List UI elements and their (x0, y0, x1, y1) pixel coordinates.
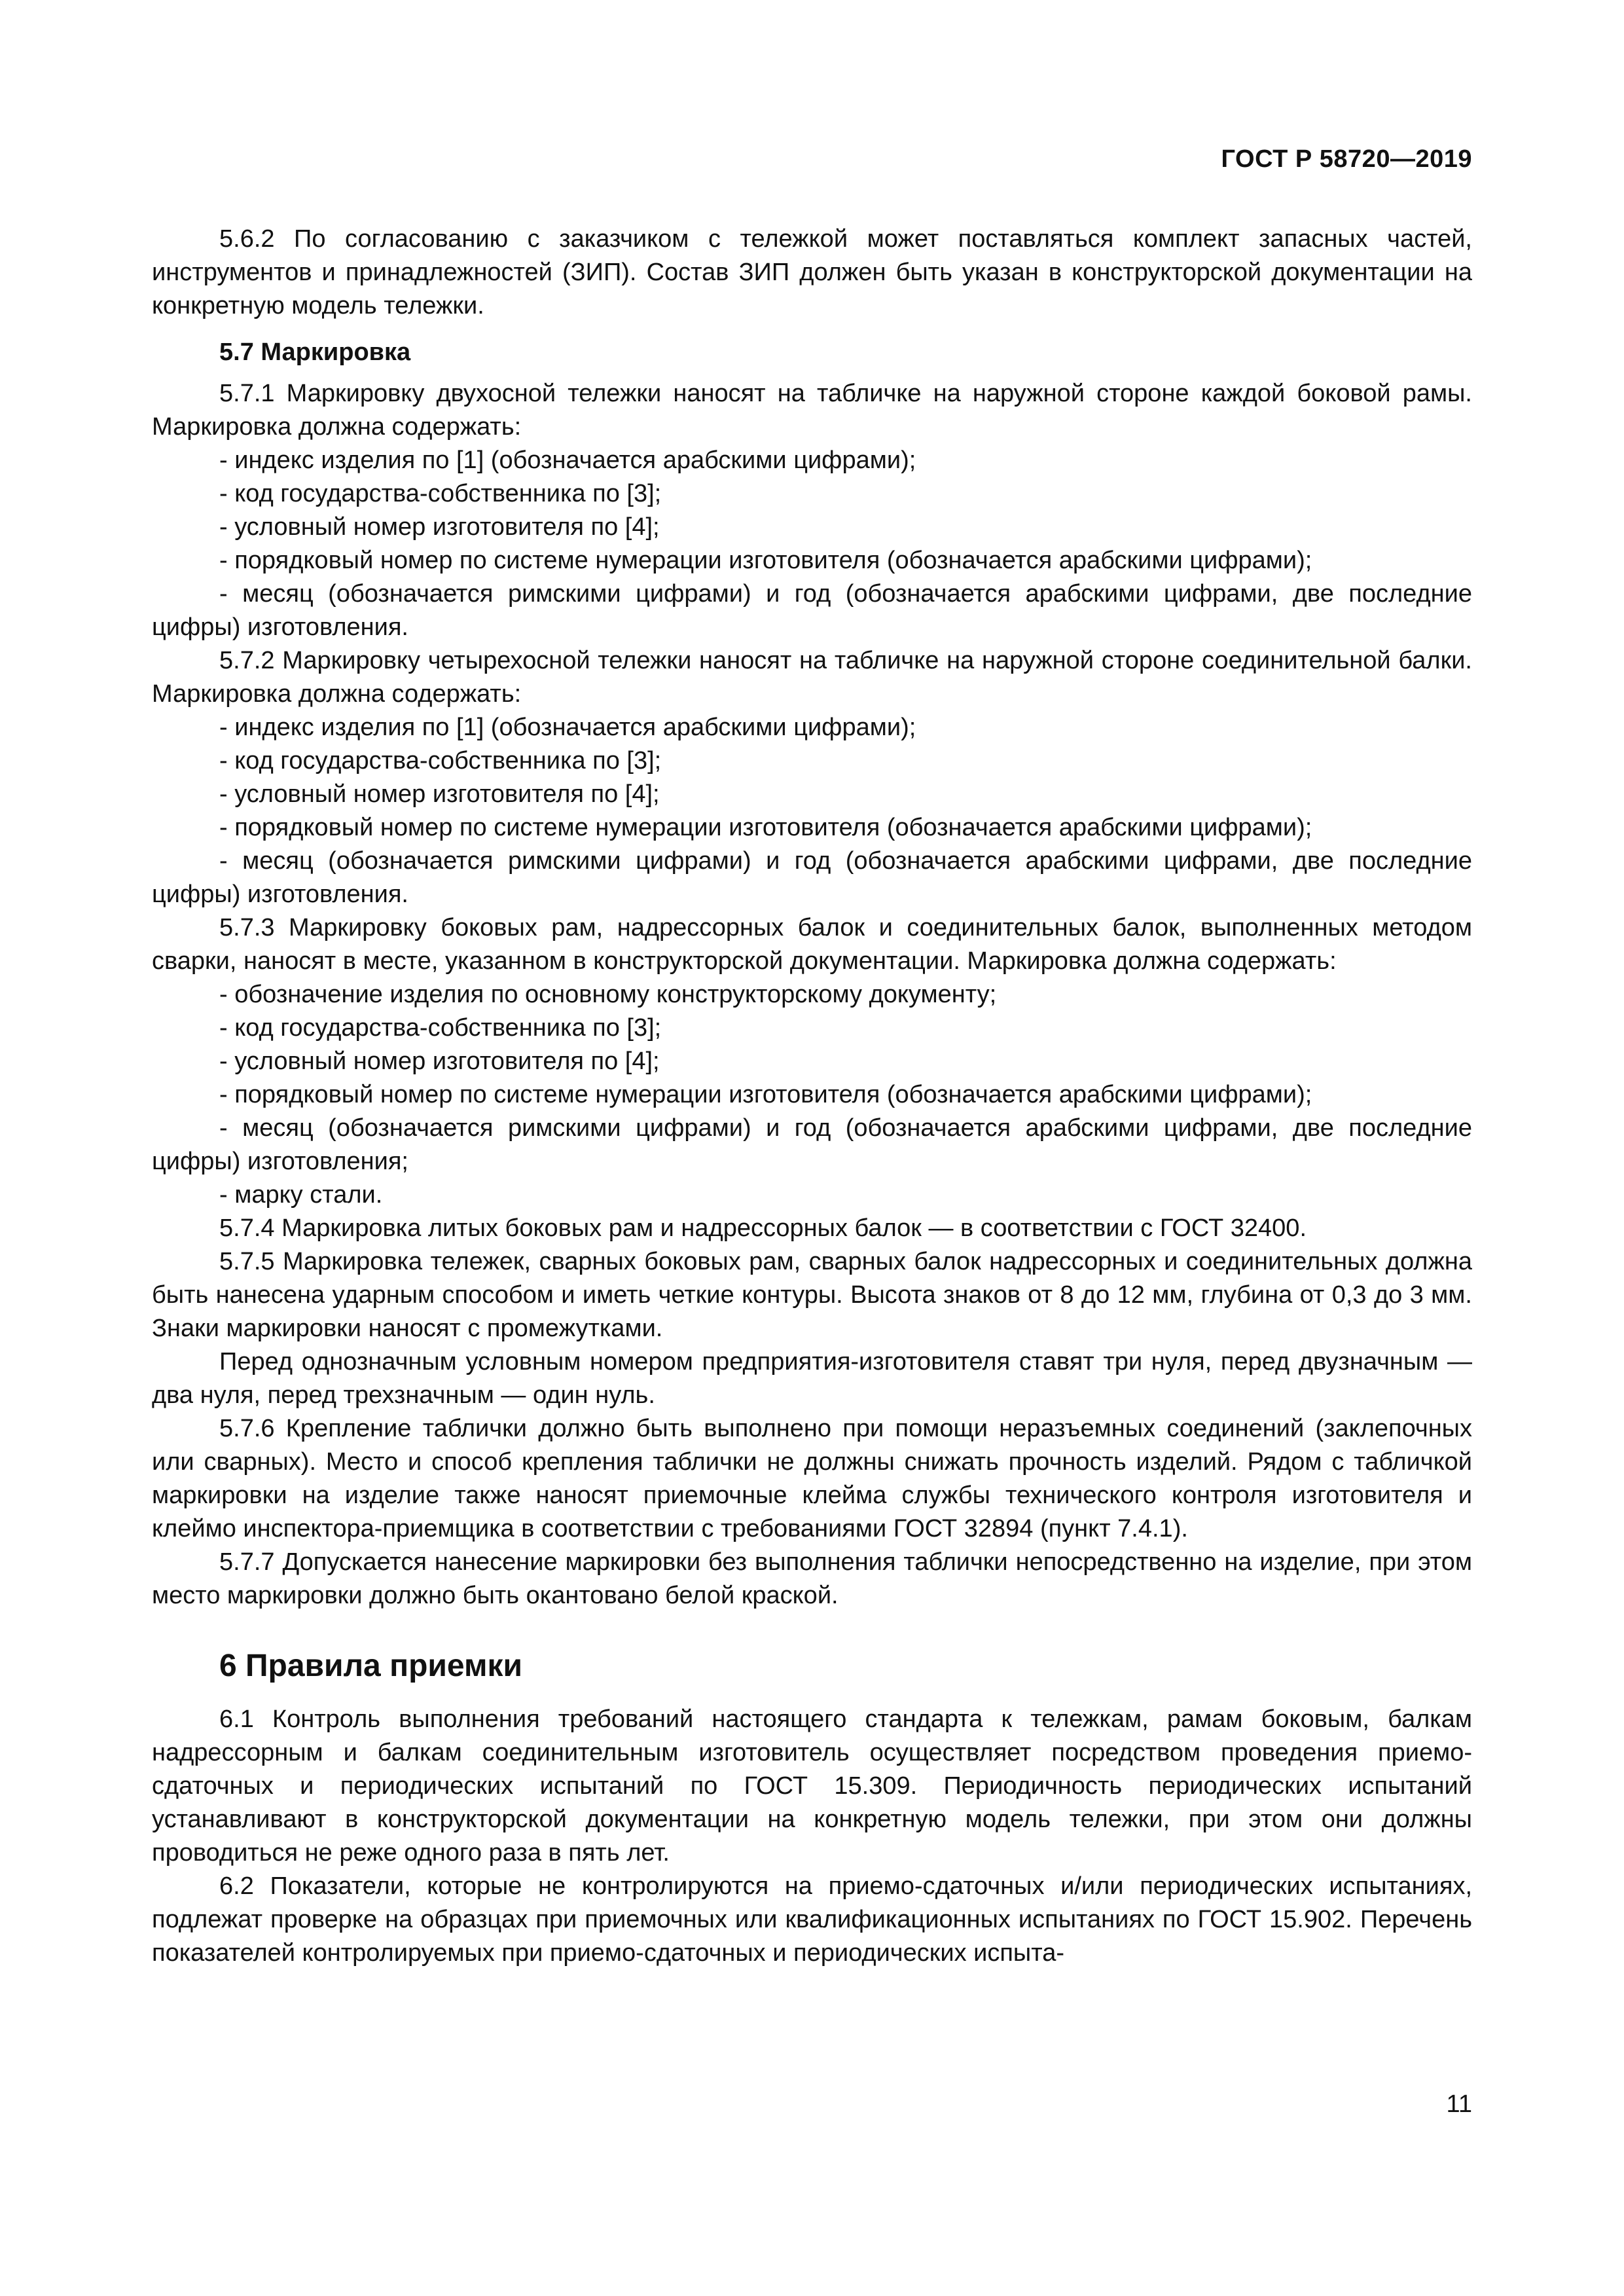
list-item: - условный номер изготовителя по [4]; (219, 780, 660, 808)
paragraph-5-6-2: 5.6.2 По согласованию с заказчиком с тележкой может поставляться комплект запасных частей, инструментов и принадлежностей (ЗИП). Состав ЗИП должен быть указан в конструкторской документации на конкретную модель тележки. (152, 225, 1472, 319)
paragraph-5-7-6: 5.7.6 Крепление таблички должно быть выполнено при помощи неразъемных соединений (заклепочных или сварных). Место и способ крепления таблички не должны снижать прочность изделий. Рядом с табличкой маркировки на изделие также наносят приемочные клейма службы технического контроля изготовителя и клеймо инспектора-приемщика в соответствии с требованиями ГОСТ 32894 (пункт 7.4.1). (152, 1415, 1472, 1542)
paragraph-5-7-5-continued: Перед однозначным условным номером предприятия-изготовителя ставят три нуля, перед двузначным — два нуля, перед трехзначным — один нуль. (152, 1348, 1472, 1409)
paragraph-5-7-5: 5.7.5 Маркировка тележек, сварных боковых рам, сварных балок надрессорных и соединительных должна быть нанесена ударным способом и иметь четкие контуры. Высота знаков от 8 до 12 мм, глубина от 0,3 до 3 мм. Знаки маркировки наносят с промежутками. (152, 1248, 1472, 1342)
list-item: - код государства-собственника по [3]; (219, 480, 662, 507)
list-item: - индекс изделия по [1] (обозначается арабскими цифрами); (219, 446, 916, 474)
paragraph-5-7-4: 5.7.4 Маркировка литых боковых рам и надрессорных балок — в соответствии с ГОСТ 32400. (219, 1214, 1307, 1242)
list-item: - порядковый номер по системе нумерации изготовителя (обозначается арабскими цифрами); (219, 547, 1312, 574)
paragraph-5-7-3: 5.7.3 Маркировку боковых рам, надрессорных балок и соединительных балок, выполненных методом сварки, наносят в месте, указанном в конструкторской документации. Маркировка должна содержать: (152, 914, 1472, 975)
paragraph-5-7-1: 5.7.1 Маркировку двухосной тележки наносят на табличке на наружной стороне каждой боковой рамы. Маркировка должна содержать: (152, 380, 1472, 441)
paragraph-6-1: 6.1 Контроль выполнения требований настоящего стандарта к тележкам, рамам боковым, балкам надрессорным и балкам соединительным изготовитель осуществляет посредством проведения приемо-сдаточных и периодических испытаний по ГОСТ 15.309. Периодичность периодических испытаний устанавливают в конструкторской документации на конкретную модель тележки, при этом они должны проводиться не реже одного раза в пять лет. (152, 1705, 1472, 1867)
document-header: ГОСТ Р 58720—2019 (1221, 145, 1472, 173)
list-item: - обозначение изделия по основному конструкторскому документу; (219, 981, 997, 1008)
document-body (152, 223, 1472, 1970)
list-item: - месяц (обозначается римскими цифрами) и год (обозначается арабскими цифрами, две последние цифры) изготовления. (152, 847, 1472, 908)
page-number: 11 (1446, 2090, 1472, 2118)
list-item: - код государства-собственника по [3]; (219, 747, 662, 774)
section-heading-6: 6 Правила приемки (219, 1649, 523, 1683)
list-item: - индекс изделия по [1] (обозначается арабскими цифрами); (219, 714, 916, 741)
paragraph-5-7-2: 5.7.2 Маркировку четырехосной тележки наносят на табличке на наружной стороне соединительной балки. Маркировка должна содержать: (152, 647, 1472, 708)
list-item: - порядковый номер по системе нумерации изготовителя (обозначается арабскими цифрами); (219, 1081, 1312, 1108)
list-item: - условный номер изготовителя по [4]; (219, 513, 660, 541)
list-item: - месяц (обозначается римскими цифрами) и год (обозначается арабскими цифрами, две последние цифры) изготовления. (152, 580, 1472, 641)
paragraph-6-2: 6.2 Показатели, которые не контролируются на приемо-сдаточных и/или периодических испытаниях, подлежат проверке на образцах при приемочных или квалификационных испытаниях по ГОСТ 15.902. Перечень показателей контролируемых при приемо-сдаточных и периодических испыта- (152, 1872, 1472, 1967)
list-item: - условный номер изготовителя по [4]; (219, 1048, 660, 1075)
list-item: - порядковый номер по системе нумерации изготовителя (обозначается арабскими цифрами); (219, 814, 1312, 841)
section-heading-5-7: 5.7 Маркировка (219, 338, 411, 366)
list-item: - код государства-собственника по [3]; (219, 1014, 662, 1042)
list-item: - месяц (обозначается римскими цифрами) и год (обозначается арабскими цифрами, две последние цифры) изготовления; (152, 1114, 1472, 1175)
list-item: - марку стали. (219, 1181, 383, 1209)
paragraph-5-7-7: 5.7.7 Допускается нанесение маркировки без выполнения таблички непосредственно на изделие, при этом место маркировки должно быть окантовано белой краской. (152, 1548, 1472, 1609)
